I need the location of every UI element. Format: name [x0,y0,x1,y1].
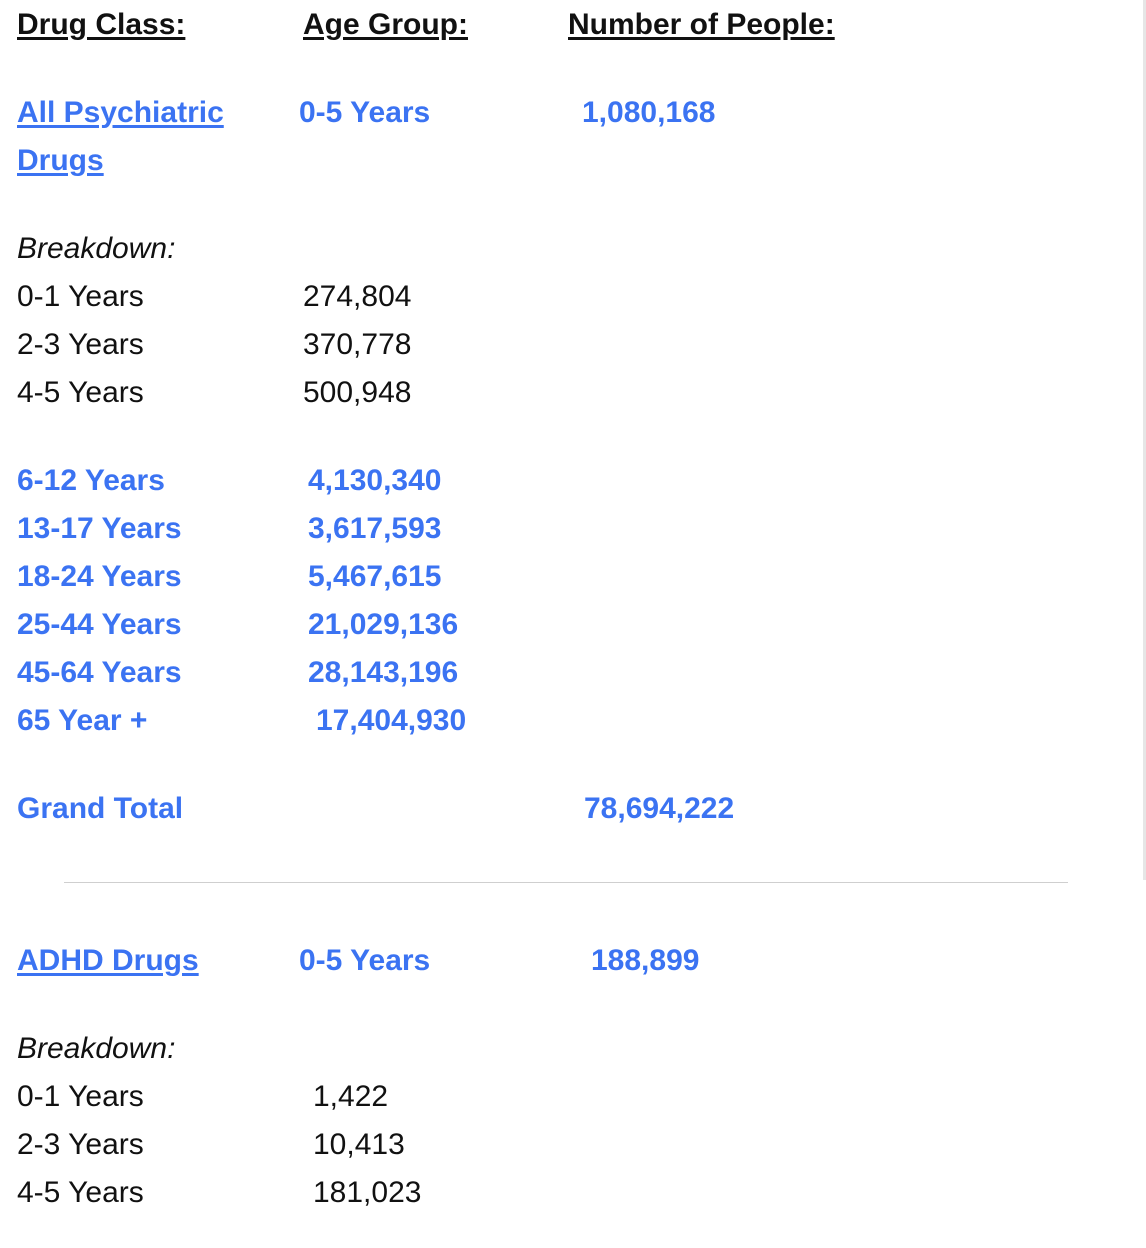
breakdown-age: 4-5 Years [17,376,144,409]
header-age-group: Age Group: [303,8,468,41]
all-psych-count: 1,080,168 [582,96,716,129]
all-psych-breakdown-label: Breakdown: [17,232,176,265]
section-divider [64,882,1068,883]
adhd-breakdown-age: 4-5 Years [17,1176,144,1209]
all-psychiatric-drugs-link-line1[interactable]: All Psychiatric [17,96,224,129]
breakdown-count: 370,778 [303,328,412,361]
breakdown-age: 0-1 Years [17,280,144,313]
adhd-breakdown-label: Breakdown: [17,1032,176,1065]
adhd-breakdown-count: 1,422 [313,1080,389,1113]
age-row-count: 28,143,196 [308,656,459,689]
all-psychiatric-drugs-link-line2[interactable]: Drugs [17,144,104,177]
adhd-breakdown-age: 2-3 Years [17,1128,144,1161]
breakdown-age: 2-3 Years [17,328,144,361]
age-row-label: 65 Year + [17,704,148,737]
breakdown-count: 500,948 [303,376,412,409]
adhd-age-group: 0-5 Years [299,944,431,977]
age-row-label: 13-17 Years [17,512,182,545]
age-row-count: 21,029,136 [308,608,459,641]
grand-total-value: 78,694,222 [584,792,735,825]
adhd-breakdown-age: 0-1 Years [17,1080,144,1113]
adhd-breakdown-count: 181,023 [313,1176,422,1209]
adhd-drugs-link[interactable]: ADHD Drugs [17,944,199,977]
grand-total-label: Grand Total [17,792,184,825]
age-row-count: 5,467,615 [308,560,442,593]
age-row-count: 3,617,593 [308,512,442,545]
age-row-count: 17,404,930 [316,704,467,737]
age-row-label: 25-44 Years [17,608,182,641]
adhd-count: 188,899 [591,944,700,977]
age-row-label: 45-64 Years [17,656,182,689]
header-number-of-people: Number of People: [568,8,835,41]
age-row-label: 18-24 Years [17,560,182,593]
age-row-label: 6-12 Years [17,464,165,497]
all-psych-age-group: 0-5 Years [299,96,431,129]
breakdown-count: 274,804 [303,280,412,313]
adhd-breakdown-count: 10,413 [313,1128,405,1161]
age-row-count: 4,130,340 [308,464,442,497]
header-drug-class: Drug Class: [17,8,186,41]
